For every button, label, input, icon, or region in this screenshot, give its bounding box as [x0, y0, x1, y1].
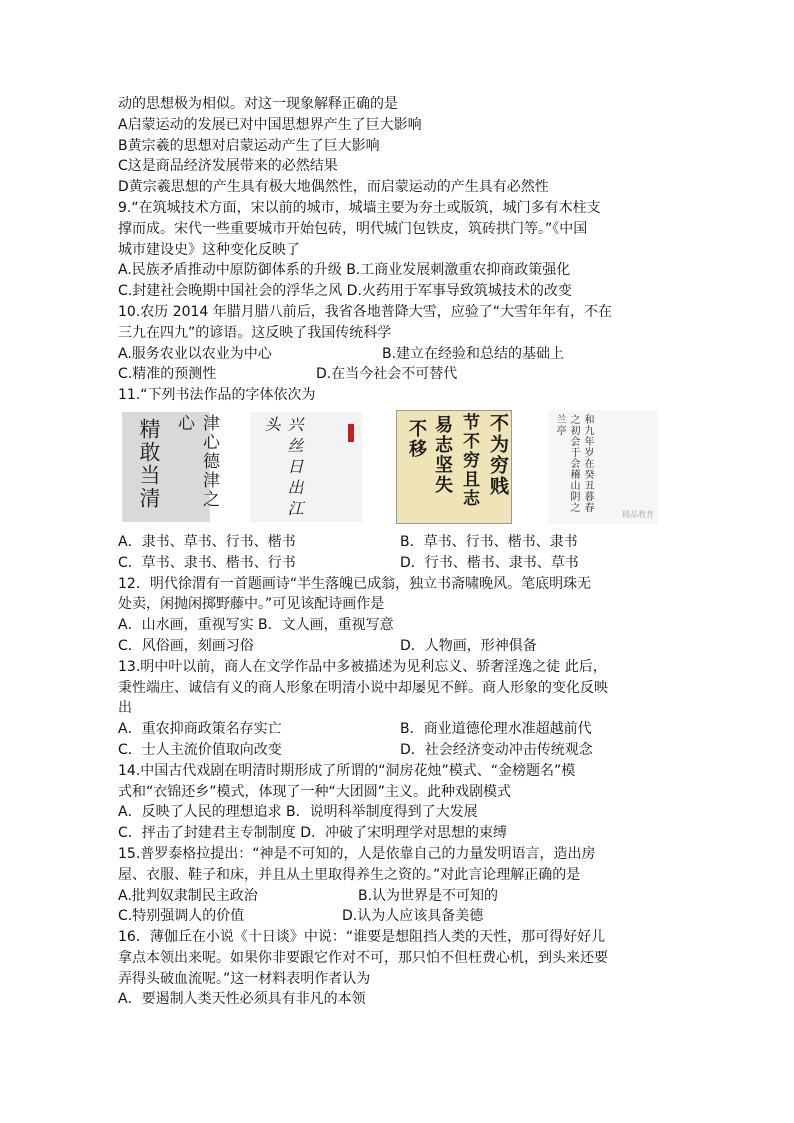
question-15-options-row1	[118, 886, 678, 907]
question-14-options-ab: A．反映了人民的理想追求 B．说明科举制度得到了大发展	[118, 804, 478, 821]
option-c: C这是商品经济发展带来的必然结果	[118, 158, 338, 175]
calligraphy-images	[118, 408, 678, 526]
question-9-options-ab: A.民族矛盾推动中原防御体系的升级 B.工商业发展刺激重农抑商政策强化	[118, 262, 571, 279]
question-16-stem: 弄得头破血流呢。”这一材料表明作者认为	[118, 970, 371, 987]
question-10-options-row1	[118, 344, 678, 365]
question-15-options-row2	[118, 906, 678, 927]
calligraphy-image-cursive	[250, 412, 362, 522]
option-a: A．要遏制人类天性必须具有非凡的本领	[118, 991, 366, 1008]
option-b: B．草书、行书、楷书、隶书	[400, 533, 578, 550]
option-c: C．士人主流价值取向改变	[118, 741, 282, 758]
question-11-options-row1	[118, 532, 678, 553]
question-9-stem: 城市建设史》这种变化反映了	[118, 241, 300, 258]
option-c: C.精准的预测性	[118, 366, 217, 383]
question-16-stem: 拿点本领出来呢。如果你非要跟它作对不可，那只怕不但枉费心机，到头来还要	[118, 949, 608, 966]
calligraphy-image-clerical	[122, 412, 219, 522]
option-a: A.批判奴隶制民主政治	[118, 887, 258, 904]
watermark-text: 精品教育	[622, 509, 654, 519]
question-15-stem: 屋、衣服、鞋子和床，并且从土里取得养生之资的。”对此言论理解正确的是	[118, 866, 581, 883]
question-14-stem: 14.中国古代戏剧在明清时期形成了所谓的“洞房花烛”模式、“金榜题名”模	[118, 762, 576, 779]
option-a: A.服务农业以农业为中心	[118, 345, 272, 362]
calligraphy-text: 不为穷贱	[487, 412, 509, 497]
option-c: C．风俗画，刻画习俗	[118, 637, 254, 654]
option-d: D.认为人应该具备美德	[342, 908, 484, 925]
option-d: D．人物画，形神俱备	[400, 637, 537, 654]
question-13-stem: 秉性端庄、诚信有义的商人形象在明清小说中却屡见不鲜。商人形象的变化反映	[118, 679, 608, 696]
calligraphy-image-regular	[396, 410, 512, 524]
option-a: A．重农抑商政策名存实亡	[118, 721, 282, 738]
option-b: B.认为世界是不可知的	[358, 887, 499, 904]
option-d: D.在当今社会不可替代	[316, 366, 458, 383]
option-b: B黄宗羲的思想对启蒙运动产生了巨大影响	[118, 137, 380, 154]
question-9-options-cd: C.封建社会晚期中国社会的浮华之风 D.火药用于军事导致筑城技术的改变	[118, 283, 572, 300]
question-13-stem: 13.明中叶以前，商人在文学作品中多被描述为见利忘义、骄奢淫逸之徒 此后，	[118, 658, 607, 675]
question-16-stem: 16．薄伽丘在小说《十日谈》中说：“谁要是想阻挡人类的天性，那可得好好儿	[118, 929, 606, 946]
seal-stamp	[348, 424, 354, 442]
question-13-options-row2	[118, 740, 678, 761]
question-13-options-row1	[118, 719, 678, 740]
question-14-options-cd: C．抨击了封建君主专制制度 D．冲破了宋明理学对思想的束缚	[118, 825, 508, 842]
question-12-stem: 12．明代徐渭有一首题画诗“半生落魄已成翁，独立书斋啸晚风。笔底明珠无	[118, 575, 592, 592]
calligraphy-text: 津心德津之心	[174, 413, 219, 509]
question-11-options-row2	[118, 553, 678, 574]
text-line: 动的思想极为相似。对这一现象解释正确的是	[118, 96, 398, 112]
option-c: C.特别强调人的价值	[118, 908, 245, 925]
question-10-options-row2	[118, 364, 678, 385]
option-d: D．社会经济变动冲击传统观念	[400, 741, 593, 758]
question-11-stem: 11.“下列书法作品的字体依次为	[118, 387, 316, 404]
calligraphy-text: 易志坚失	[432, 414, 453, 495]
calligraphy-text: 不移	[406, 418, 427, 459]
question-12-stem: 处卖，闲抛闲掷野藤中。”可见该配诗画作是	[118, 596, 385, 613]
option-a: A．隶书、草书、行书、楷书	[118, 533, 296, 550]
option-b: B．商业道德伦理水准超越前代	[400, 721, 592, 738]
calligraphy-text: 精敢当清	[137, 417, 161, 510]
question-15-stem: 15.普罗泰格拉提出：“神是不可知的，人是依靠自己的力量发明语言，造出房	[118, 845, 596, 862]
option-b: B.建立在经验和总结的基础上	[382, 345, 565, 362]
calligraphy-text: 和九年岁在癸丑暮春之初会于会稽山阴之兰亭	[554, 413, 593, 513]
question-9-stem: 9.“在筑城技术方面，宋以前的城市，城墙主要为夯土或版筑，城门多有木柱支	[118, 199, 601, 216]
question-9-stem: 撑而成。宋代一些重要城市开始包砖，明代城门包铁皮，筑砖拱门等。”《中国	[118, 220, 588, 237]
calligraphy-image-running	[548, 410, 658, 524]
question-14-stem: 式和“衣锦还乡”模式，体现了一种“大团圆”主义。此种戏剧模式	[118, 783, 512, 800]
exam-page	[118, 94, 678, 1010]
question-10-stem: 10.农历 2014 年腊月腊八前后，我省各地普降大雪，应验了“大雪年年有，不在	[118, 303, 613, 320]
option-d: D黄宗羲思想的产生具有极大地偶然性，而启蒙运动的产生具有必然性	[118, 179, 549, 196]
question-12-options-row2	[118, 636, 678, 657]
option-a: A启蒙运动的发展已对中国思想界产生了巨大影响	[118, 116, 422, 133]
option-c: C．草书、隶书、楷书、行书	[118, 554, 296, 571]
question-10-stem: 三九在四九”的谚语。这反映了我国传统科学	[118, 324, 392, 341]
question-13-stem: 出	[118, 700, 132, 717]
option-d: D．行书、楷书、隶书、草书	[400, 554, 579, 571]
calligraphy-text: 节不穷且志	[459, 412, 479, 508]
question-12-options-ab: A．山水画，重视写实 B．文人画，重视写意	[118, 617, 394, 634]
calligraphy-text: 兴丝日出江头	[262, 415, 304, 521]
